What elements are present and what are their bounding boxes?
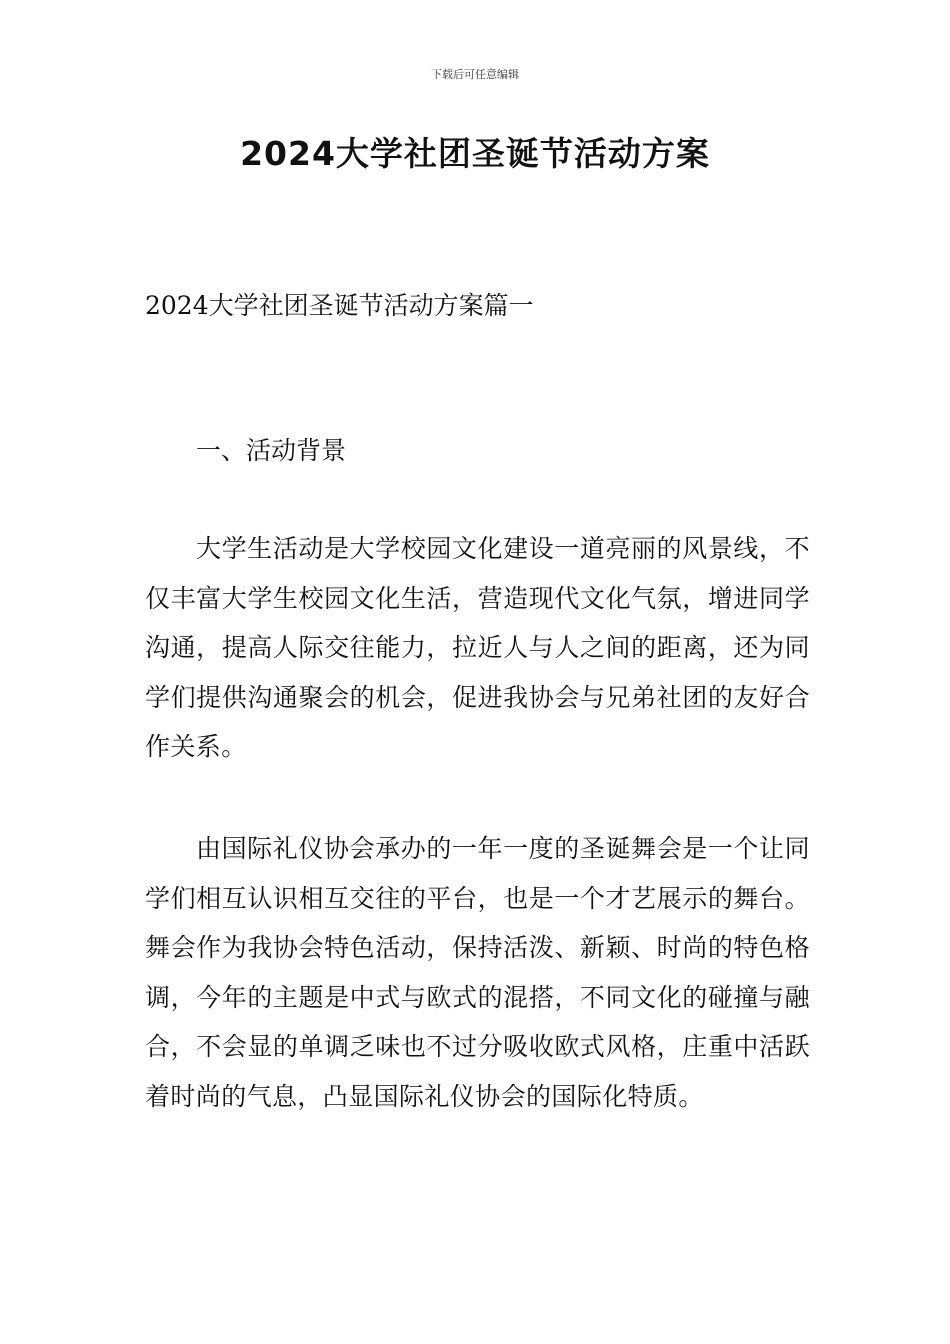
section-heading-background: 一、活动背景 bbox=[196, 436, 347, 465]
header-note: 下载后可任意编辑 bbox=[431, 68, 519, 81]
paragraph: 由国际礼仪协会承办的一年一度的圣诞舞会是一个让同学们相互认识相互交往的平台，也是一个才艺展示的舞台。舞会作为我协会特色活动，保持活泼、新颖、时尚的特色格调，今年的主题是中式与欧式的混搭，不同文化的碰撞与融合，不会显的单调乏味也不过分吸收欧式风格，庄重中活跃着时尚的气息，凸显国际礼仪协会的国际化特质。 bbox=[145, 834, 810, 1111]
document-title: 2024大学社团圣诞节活动方案 bbox=[240, 134, 710, 173]
paragraph: 大学生活动是大学校园文化建设一道亮丽的风景线，不仅丰富大学生校园文化生活，营造现代文化气氛，增进同学沟通，提高人际交往能力，拉近人与人之间的距离，还为同学们提供沟通聚会的机会，促进我协会与兄弟社团的友好合作关系。 bbox=[145, 534, 810, 761]
document-subtitle: 2024大学社团圣诞节活动方案篇一 bbox=[145, 291, 534, 320]
